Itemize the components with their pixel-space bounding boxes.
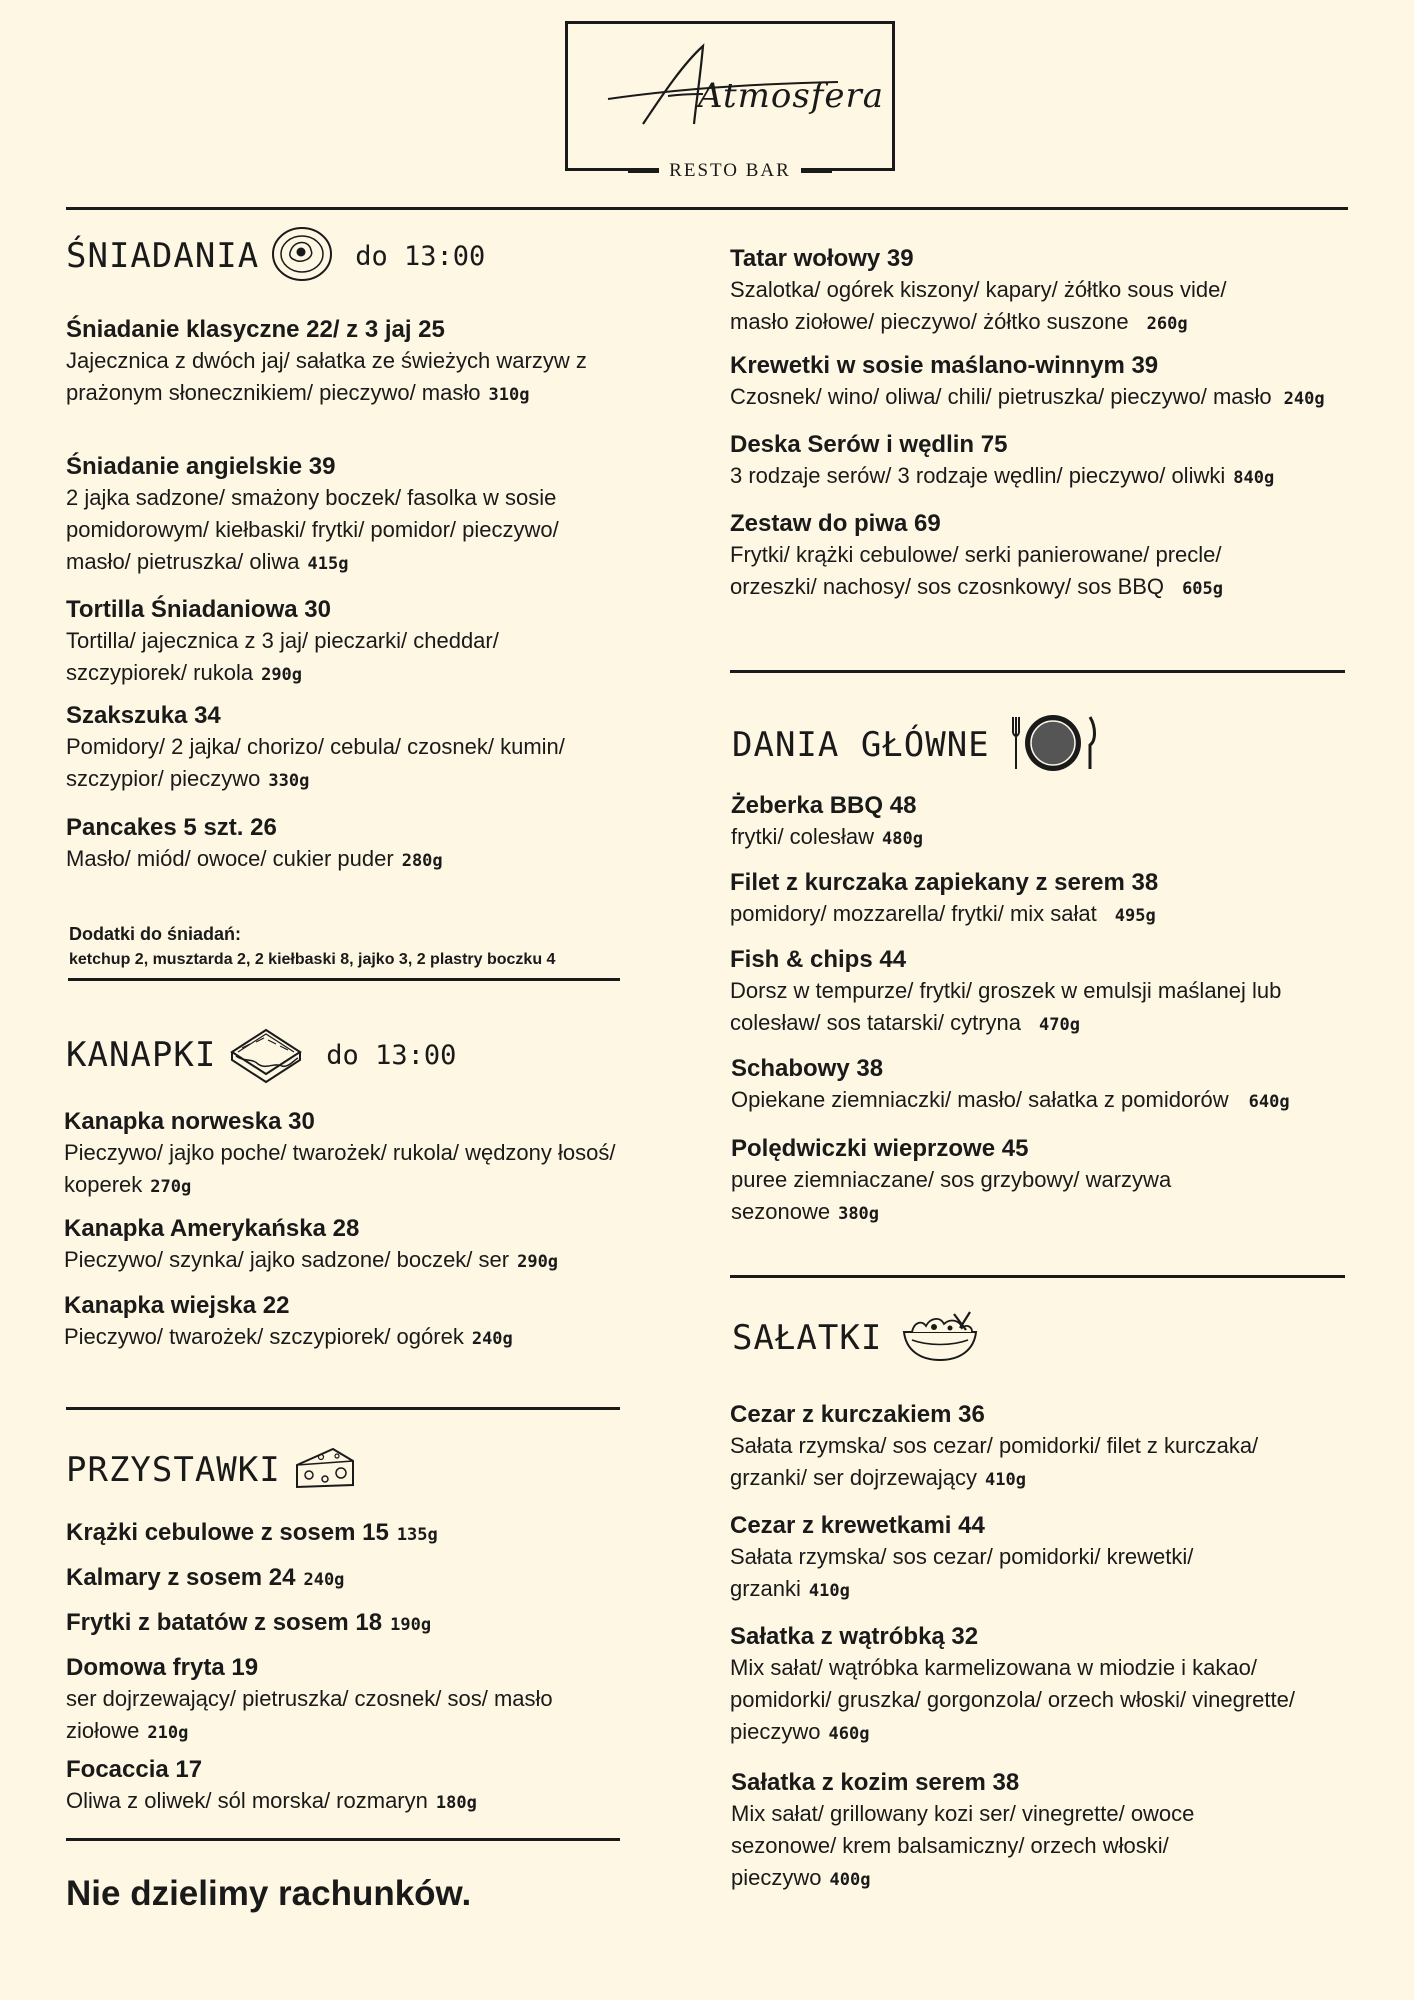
item-name: Filet z kurczaka zapiekany z serem 38 [730,869,1159,896]
item-weight: 410g [984,1470,1026,1490]
item-desc: Dorsz w tempurze/ frytki/ groszek w emulsji maślanej lub colesław/ sos tatarski/ cytryna [730,978,1282,1035]
plate-cutlery-icon [1010,713,1096,778]
menu-item [66,595,686,691]
menu-item [66,1518,686,1550]
divider [68,978,620,981]
item-desc: Pieczywo/ szynka/ jajko sadzone/ boczek/ ser [64,1247,510,1272]
menu-item [730,509,1350,605]
right-column [730,0,1380,2000]
item-name: Tatar wołowy 39 [730,245,914,272]
item-name: Żeberka BBQ 48 [731,792,917,819]
item-name: Fish & chips 44 [730,946,907,973]
item-desc: Sałata rzymska/ sos cezar/ pomidorki/ krewetki/ grzanki [730,1544,1194,1601]
item-name: Cezar z kurczakiem 36 [730,1401,985,1428]
menu-item [731,1054,1351,1118]
item-weight: 400g [829,1870,871,1890]
item-desc: Tortilla/ jajecznica z 3 jaj/ pieczarki/ cheddar/ szczypiorek/ rukola [66,628,499,685]
item-desc: Pomidory/ 2 jajka/ chorizo/ cebula/ czosnek/ kumin/ szczypior/ pieczywo [66,734,565,791]
item-desc: Mix sałat/ wątróbka karmelizowana w miodzie i kakao/ pomidorki/ gruszka/ gorgonzola/ orzech włoski/ vinegrette/ pieczywo [730,1655,1295,1744]
divider [66,1838,620,1841]
section-header-kanapki [66,1025,456,1085]
item-desc: Frytki/ krążki cebulowe/ serki panierowane/ precle/ orzeszki/ nachosy/ sos czosnkowy/ sos BBQ [730,542,1222,599]
item-desc: 2 jajka sadzone/ smażony boczek/ fasolka w sosie pomidorowym/ kiełbaski/ frytki/ pomidor/ pieczywo/ masło/ pietruszka/ oliwa [66,485,559,574]
section-title: PRZYSTAWKI [66,1450,281,1490]
item-weight: 495g [1114,906,1156,926]
item-weight: 840g [1233,468,1275,488]
cheese-icon [293,1443,357,1498]
menu-item [730,1511,1350,1607]
item-weight: 415g [307,554,349,574]
breakfast-plate-icon [271,226,333,287]
item-name: Frytki z batatów z sosem 18 [66,1609,383,1636]
breakfast-extras [69,924,689,969]
item-desc: Masło/ miód/ owoce/ cukier puder [66,846,394,871]
item-name: Polędwiczki wieprzowe 45 [731,1135,1029,1162]
item-name: Śniadanie angielskie 39 [66,453,336,480]
menu-item [66,1608,686,1640]
menu-item [66,315,686,411]
section-header-przystawki [66,1440,357,1500]
item-weight: 210g [147,1723,189,1743]
item-weight: 290g [261,665,303,685]
item-desc: Jajecznica z dwóch jaj/ sałatka ze świeżych warzyw z prażonym słonecznikiem/ pieczywo/ masło [66,348,587,405]
menu-item [730,351,1380,415]
logo-subtitle: RESTO BAR [568,160,892,182]
sandwich-icon [228,1022,304,1089]
item-weight: 240g [471,1329,513,1349]
divider [730,670,1345,673]
item-desc: frytki/ colesław [731,824,875,849]
item-weight: 190g [390,1615,432,1635]
menu-item [66,813,686,877]
item-name: Zestaw do piwa 69 [730,510,941,537]
item-desc: Szalotka/ ogórek kiszony/ kapary/ żółtko sous vide/ masło ziołowe/ pieczywo/ żółtko suszone [730,277,1227,334]
menu-item [64,1107,684,1203]
item-desc: Sałata rzymska/ sos cezar/ pomidorki/ filet z kurczaka/ grzanki/ ser dojrzewający [730,1433,1259,1490]
item-weight: 310g [488,385,530,405]
section-title: KANAPKI [66,1035,217,1075]
menu-item [66,1653,686,1749]
item-weight: 290g [517,1252,559,1272]
menu-item [730,430,1350,494]
section-title: SAŁATKI [732,1318,883,1358]
menu-item [64,1214,684,1278]
item-weight: 410g [808,1581,850,1601]
item-weight: 270g [150,1177,192,1197]
extras-text: ketchup 2, musztarda 2, 2 kiełbaski 8, jajko 3, 2 plastry boczku 4 [69,951,556,968]
menu-item [731,1768,1351,1896]
item-desc: Czosnek/ wino/ oliwa/ chili/ pietruszka/ pieczywo/ masło [730,384,1272,409]
item-weight: 470g [1038,1015,1080,1035]
menu-item [730,1400,1350,1496]
section-header-salatki [732,1308,982,1368]
menu-item [66,1563,686,1595]
item-name: Schabowy 38 [731,1055,884,1082]
item-weight: 240g [303,1570,345,1590]
menu-item [731,1134,1351,1230]
footer-note: Nie dzielimy rachunków. [66,1874,472,1913]
item-weight: 135g [396,1525,438,1545]
item-desc: pomidory/ mozzarella/ frytki/ mix sałat [730,901,1097,926]
menu-item [64,1291,684,1355]
logo-name: Atmosfera [698,76,885,116]
item-weight: 240g [1283,389,1325,409]
menu-item [66,452,686,580]
item-name: Cezar z krewetkami 44 [730,1512,985,1539]
section-title: ŚNIADANIA [66,236,260,276]
item-name: Deska Serów i wędlin 75 [730,431,1008,458]
section-hours: do 13:00 [355,240,486,272]
item-weight: 380g [838,1204,880,1224]
item-name: Krążki cebulowe z sosem 15 [66,1519,389,1546]
menu-item [730,244,1350,340]
item-weight: 605g [1182,579,1224,599]
divider [66,1407,620,1410]
menu-item [731,791,1351,855]
item-name: Kanapka Amerykańska 28 [64,1215,360,1242]
item-desc: Pieczywo/ jajko poche/ twarożek/ rukola/ wędzony łosoś/ koperek [64,1140,616,1197]
item-weight: 640g [1248,1092,1290,1112]
item-weight: 180g [435,1793,477,1813]
item-weight: 260g [1146,314,1188,334]
menu-item [730,868,1350,932]
divider [730,1275,1345,1278]
item-name: Tortilla Śniadaniowa 30 [66,596,331,623]
item-desc: Oliwa z oliwek/ sól morska/ rozmaryn [66,1788,428,1813]
item-name: Pancakes 5 szt. 26 [66,814,277,841]
menu-item [730,1622,1350,1750]
item-name: Szakszuka 34 [66,702,221,729]
item-name: Sałatka z kozim serem 38 [731,1769,1020,1796]
item-desc: 3 rodzaje serów/ 3 rodzaje wędlin/ pieczywo/ oliwki [730,463,1226,488]
salad-bowl-icon [898,1308,982,1369]
item-name: Kalmary z sosem 24 [66,1564,296,1591]
section-header-dania [732,715,1096,775]
item-desc: Pieczywo/ twarożek/ szczypiorek/ ogórek [64,1324,464,1349]
extras-label: Dodatki do śniadań: [69,924,242,944]
item-desc: Opiekane ziemniaczki/ masło/ sałatka z pomidorów [731,1087,1229,1112]
item-name: Domowa fryta 19 [66,1654,259,1681]
section-title: DANIA GŁÓWNE [732,725,990,765]
item-name: Sałatka z wątróbką 32 [730,1623,979,1650]
item-name: Kanapka norweska 30 [64,1108,315,1135]
item-weight: 460g [828,1724,870,1744]
item-name: Focaccia 17 [66,1756,203,1783]
left-column [66,0,696,2000]
item-desc: ser dojrzewający/ pietruszka/ czosnek/ sos/ masło ziołowe [66,1686,553,1743]
item-weight: 280g [401,851,443,871]
section-header-sniadania [66,226,485,286]
item-name: Krewetki w sosie maślano-winnym 39 [730,352,1159,379]
item-desc: puree ziemniaczane/ sos grzybowy/ warzywa sezonowe [731,1167,1172,1224]
item-weight: 480g [882,829,923,849]
menu-item [66,701,686,797]
section-hours: do 13:00 [326,1039,457,1071]
item-name: Śniadanie klasyczne 22/ z 3 jaj 25 [66,316,445,343]
menu-item [730,945,1350,1041]
item-name: Kanapka wiejska 22 [64,1292,290,1319]
item-desc: Mix sałat/ grillowany kozi ser/ vinegrette/ owoce sezonowe/ krem balsamiczny/ orzech włoski/ pieczywo [731,1801,1195,1890]
menu-item [66,1755,686,1819]
item-weight: 330g [268,771,310,791]
